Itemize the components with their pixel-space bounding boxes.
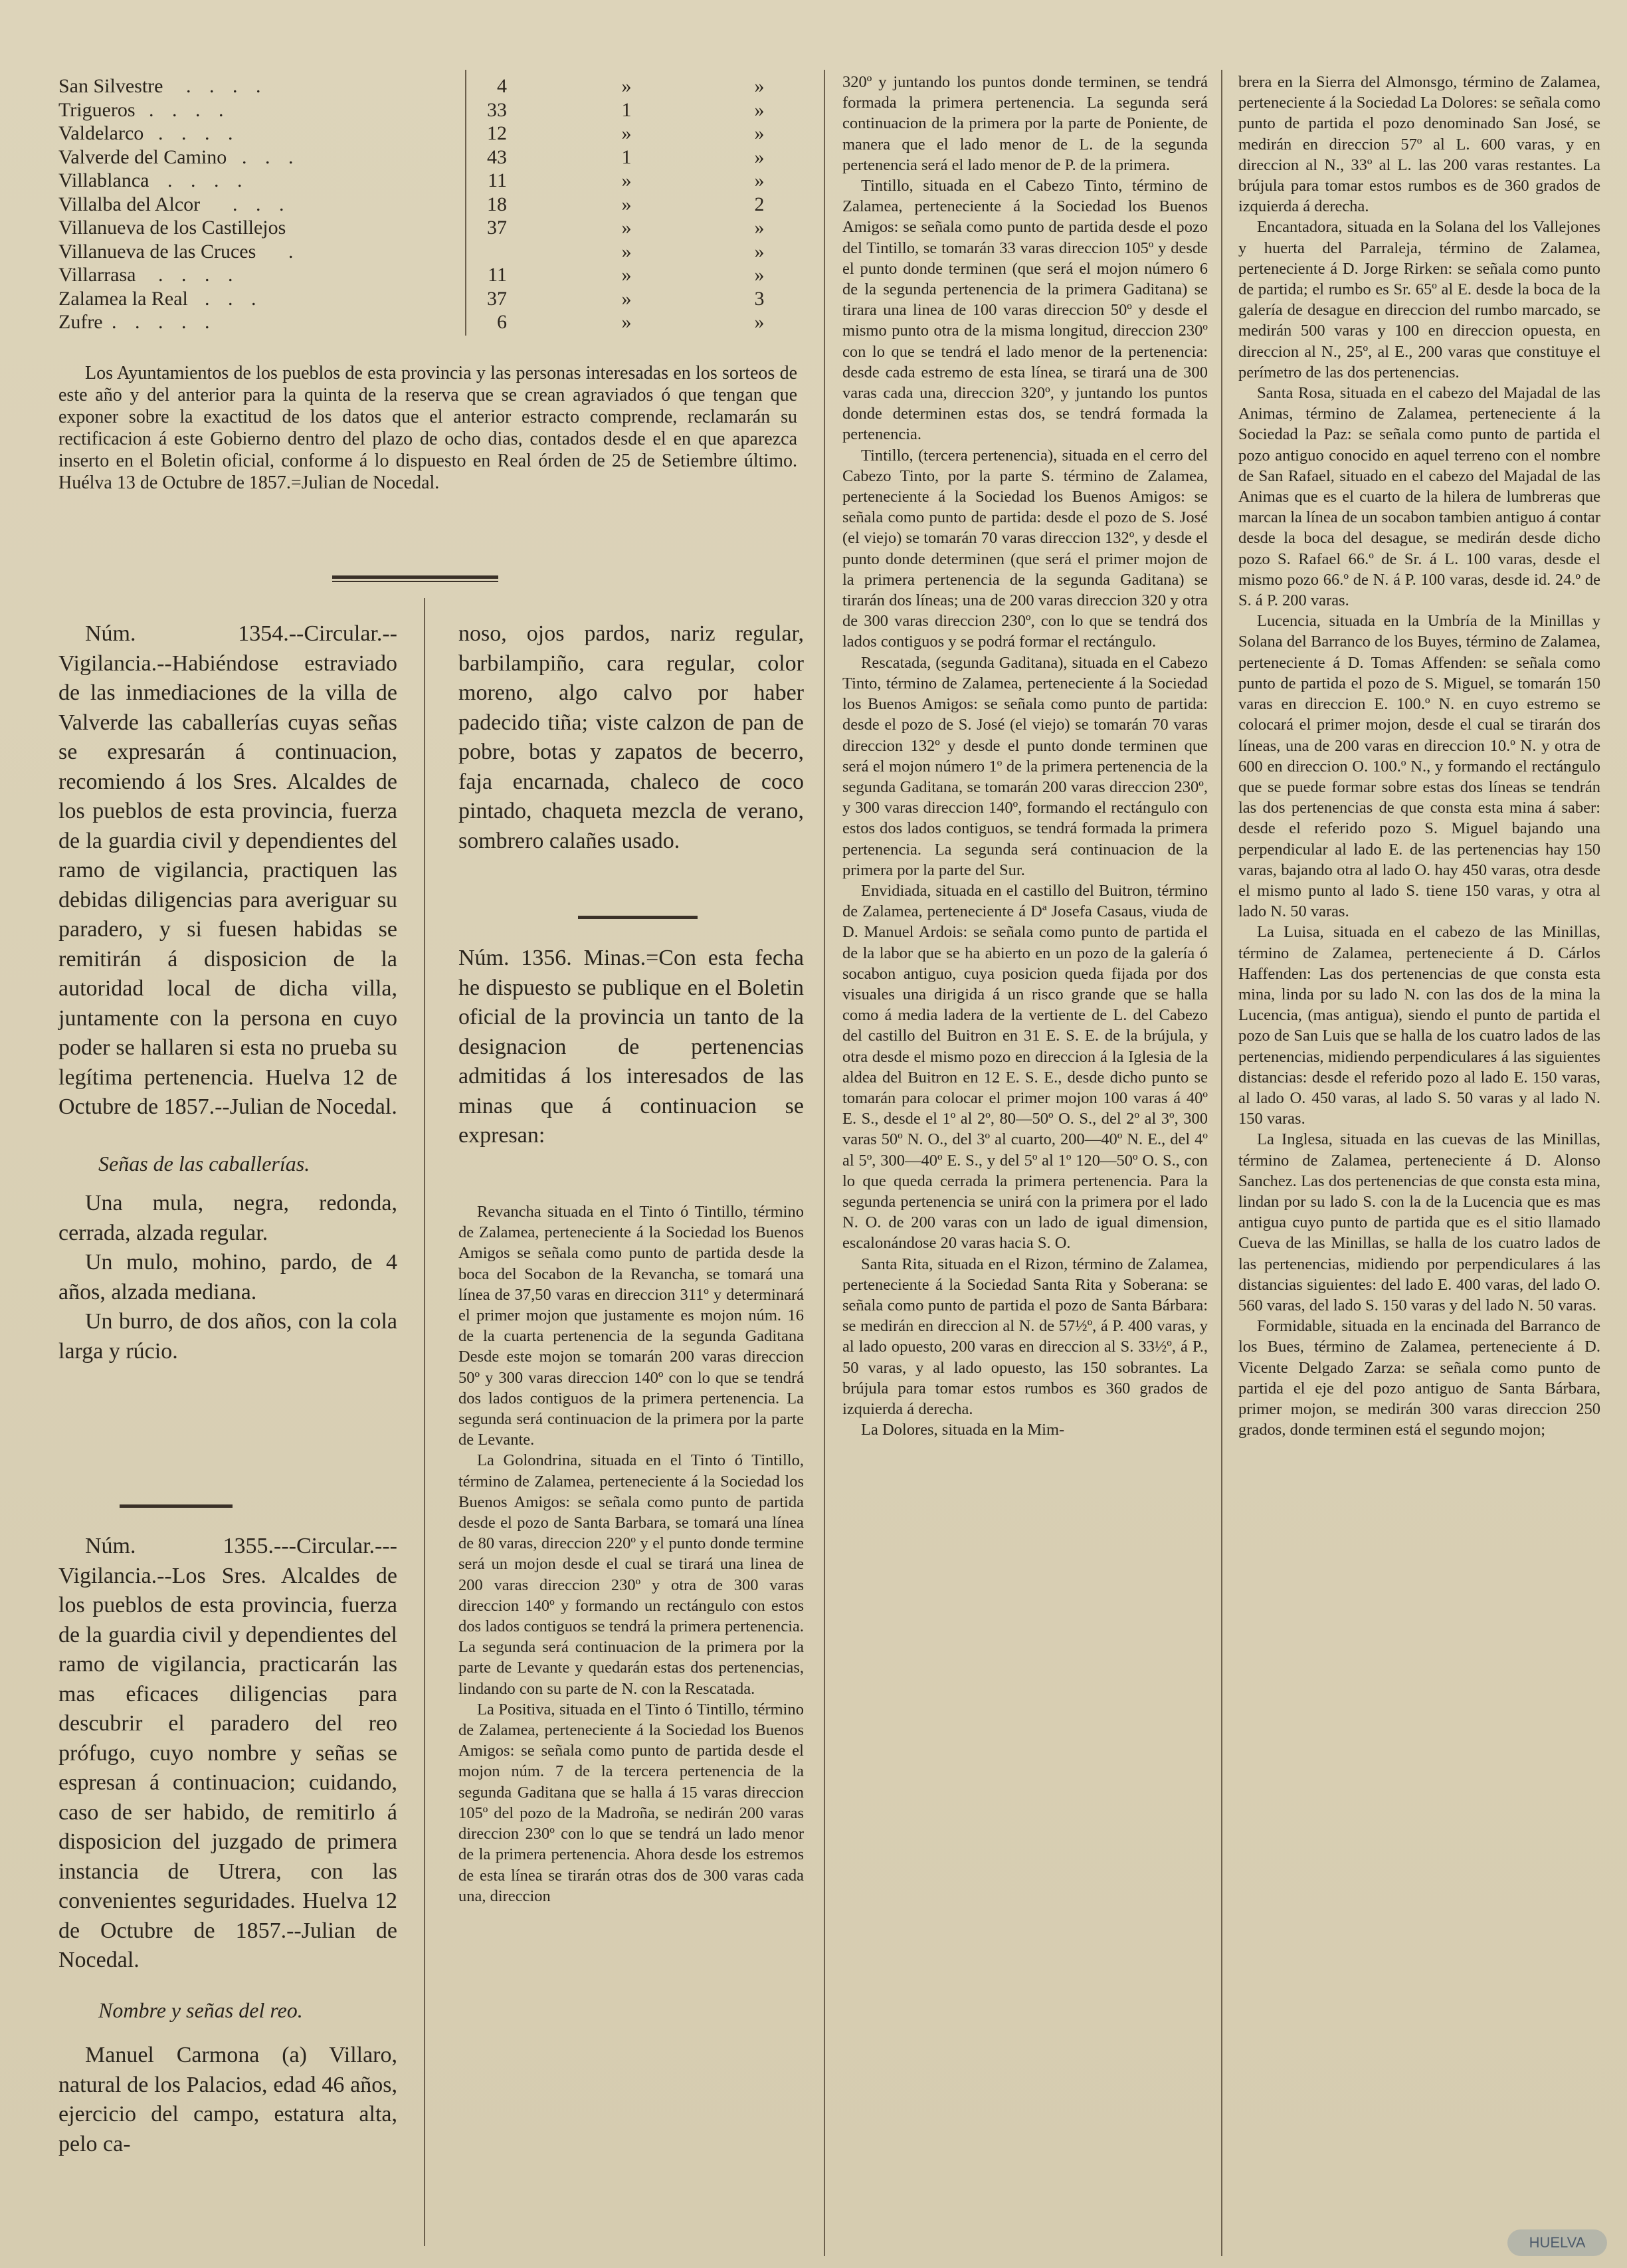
count-col-c: 2: [754, 193, 765, 215]
minas-col3: [842, 72, 1208, 1440]
minas-header: Núm. 1356. Minas.=Con esta fecha he dispuesto se publique en el Boletin oficial de la provincia un tanto de la designacion de pertenencias admitidas á los interesados de las minas que á continuacion se expresan:: [458, 946, 804, 1148]
column-divider: [424, 598, 425, 2246]
count-col-c: »: [754, 75, 765, 97]
count-col-c: »: [754, 122, 765, 144]
count-col-b: »: [621, 287, 632, 310]
count-col-c: »: [754, 98, 765, 121]
leader-dots: . . .: [233, 193, 291, 215]
table-row: [58, 216, 789, 240]
count-col-c: »: [754, 264, 765, 286]
leader-dots: . . . .: [167, 169, 249, 191]
town-name: Villanueva de las Cruces: [58, 240, 256, 262]
town-name: Villarrasa: [58, 264, 136, 286]
count-col-b: »: [621, 122, 632, 144]
mine-paragraph: Encantadora, situada en la Solana del los Vallejones y huerta del Parraleja, término de Zalamea, perteneciente á D. Jorge Rirken: se señala como punto de partida; el rumbo es Sr. 65º al E. desde la boca de la galería de desague en direccion del rumbo marcado, se medirán 500 varas y 100 en direccion opuesta, en direccion al N., 25º, al E., 200 varas que constituye el perímetro de las dos pertenencias.: [1238, 218, 1600, 381]
mine-paragraph: La Luisa, situada en el cabezo de las Minillas, término de Zalamea, perteneciente á D. Cárlos Haffenden: Las dos pertenencias de que consta esta mina, linda por su lado N. con las dos de la mina la Lucencia, (mas antigua), siendo el punto de partida el pozo de San Luis que se halla de los cuatro lados de las pertenencias, midiendo perpendiculares á las siguientes distancias: desde el referido pozo al lado E. 150 varas, al lado O. 450 varas, al lado S. 50 varas y al lado N. 150 varas.: [1238, 923, 1600, 1128]
mine-paragraph: Revancha situada en el Tinto ó Tintillo, término de Zalamea, perteneciente á la Sociedad los Buenos Amigos se señala como punto de partida desde la boca del Socabon de la Revancha, se tomará una línea de 37,50 varas en direccion 311º y determinará el primer mojon que justamente es mojon núm. 16 de la cuarta pertenencia de la segunda Gaditana Desde este mojon se tomarán 200 varas direccion 50º y 300 varas direccion 140º con lo que se tendrá dos lados contiguos de la primera pertenencia. La segunda será continuacion de la primera por la parte de Levante.: [458, 1203, 804, 1449]
column-divider: [1221, 70, 1222, 2256]
count-col-c: »: [754, 311, 765, 333]
count-total: 11: [488, 169, 507, 191]
minas-col2: [458, 1201, 804, 1907]
table-row: [58, 310, 789, 334]
mine-paragraph: Tintillo, situada en el Cabezo Tinto, término de Zalamea, perteneciente á la Sociedad los Buenos Amigos: se señala como punto de partida desde el pozo del Tintillo, se tomarán 33 varas direccion 105º y desde el punto donde terminen (que será el mojon número 6 de la segunda pertenencia de la primera Gaditana) se tirara una linea de 100 varas direccion 50º y desde el mismo punto otra de la misma longitud, direccion 230º con lo que se tendrá el lado menor de la pertenencia: desde cada estremo de esta línea, se tirará una de 300 varas cada una, direccion 320º, y juntando los puntos donde determinen estas dos, se tendrá formada la pertenencia.: [842, 177, 1208, 444]
count-col-b: »: [621, 193, 632, 215]
count-col-b: »: [621, 217, 632, 239]
count-col-b: »: [621, 311, 632, 333]
list-item: Un mulo, mohino, pardo, de 4 años, alzada mediana.: [58, 1250, 397, 1304]
column-divider: [824, 70, 825, 2256]
notice-paragraph: Los Ayuntamientos de los pueblos de esta provincia y las personas interesadas en los sorteos de este año y del anterior para la quinta de la reserva que se crean agraviados ó que tengan que exponer sobre la exactitud de los datos que el anterior estracto comprende, reclamarán su rectificacion á este Gobierno dentro del plazo de ocho dias, contados desde el en que aparezca inserto en el Boletin oficial, conforme á lo dispuesto en Real órden de 25 de Setiembre último. Huélva 13 de Octubre de 1857.=Julian de Nocedal.: [58, 363, 797, 493]
divider-rule: [332, 581, 498, 582]
town-name: San Silvestre: [58, 75, 163, 97]
town-name: Zufre: [58, 311, 103, 333]
mine-paragraph: La Golondrina, situada en el Tinto ó Tintillo, término de Zalamea, perteneciente á la Sociedad los Buenos Amigos: se señala como punto de partida desde el pozo de Santa Barbara, se tomará una línea de 80 varas, direccion 220º y el punto donde termine será un mojon desde el cual se tirará una linea de 200 varas direccion 230º y otra de 300 varas direccion 140º y formando un rectángulo con estos dos lados contiguos se tendrá la primera pertenencia. La segunda será continuacion de la primera por la parte de Levante y quedarán estas dos pertenencias, lindando con su parte de N. con la Rescatada.: [458, 1451, 804, 1698]
table-row: [58, 287, 789, 311]
mine-paragraph: Rescatada, (segunda Gaditana), situada en el Cabezo Tinto, término de Zalamea, perteneciente á la Sociedad los Buenos Amigos: se señala como punto de partida: desde el pozo de S. José (el viejo) se tomarán 70 varas direccion 132º y desde el punto donde terminen que será el mojon número 1º de la primera pertenencia de la segunda Gaditana, se tomarán 200 varas direccion 230º, y 300 varas direccion 140º, formando el rectángulo con estos dos lados contiguos, se tendrá formada la primera pertenencia. La segunda será continuacion de la primera por la parte del Sur.: [842, 653, 1208, 879]
count-total: 37: [487, 217, 507, 239]
count-col-c: »: [754, 240, 765, 262]
mine-paragraph: La Inglesa, situada en las cuevas de las Minillas, término de Zalamea, perteneciente á D. Alonso Sanchez. Las dos pertenencias de que consta esta mina, lindan por su lado S. con la de la Lucencia que es mas antigua cuyo punto de partida que es el sitio llamado Cueva de las Minillas, se halla de los cuatro lados de las pertenencias, midiendo por perpendiculares á las distancias siguientes: del lado E. 400 varas, del lado O. 560 varas, del lado S. 150 varas y del lado N. 50 varas.: [1238, 1130, 1600, 1314]
town-name: Trigueros: [58, 98, 136, 121]
leader-dots: . . . .: [158, 122, 240, 144]
reo-description: Manuel Carmona (a) Villaro, natural de los Palacios, edad 46 años, ejercicio del campo, estatura alta, pelo ca-: [58, 2043, 397, 2156]
table-divider: [465, 70, 466, 336]
minas-col4: [1238, 72, 1600, 1440]
watermark-logo: HUELVA: [1507, 2229, 1607, 2256]
table-row: [58, 240, 789, 264]
count-col-b: 1: [621, 146, 632, 168]
town-name: Villalba del Alcor: [58, 193, 201, 215]
count-col-c: »: [754, 169, 765, 191]
town-name: Valdelarco: [58, 122, 144, 144]
leader-dots: .: [288, 240, 300, 262]
circular-1355: [58, 1532, 397, 2159]
reo-continuation: noso, ojos pardos, nariz regular, barbilampiño, cara regular, color moreno, algo calvo por haber padecido tiña; viste calzon de pan de pobre, botas y zapatos de becerro, faja encarnada, chaleco de coco pintado, chaqueta mezcla de verano, sombrero calañes usado.: [458, 621, 804, 853]
circular-1354-text: Núm. 1354.--Circular.--Vigilancia.--Habiéndose estraviado de las inmediaciones de la villa de Valverde las caballerías cuyas señas se expresarán á continuacion, recomiendo á los Sres. Alcaldes de los pueblos de esta provincia, fuerza de la guardia civil y dependientes del ramo de vigilancia, practiquen las debidas diligencias para averiguar su paradero, y si fuesen habidas se remitirán á disposicion de la autoridad local de dicha villa, juntamente con la persona en cuyo poder se hallaren si esta no prueba su legítima pertenencia. Huelva 12 de Octubre de 1857.--Julian de Nocedal.: [58, 621, 397, 1119]
subhead-caballerias: Señas de las caballerías.: [98, 1151, 310, 1176]
list-item: Un burro, de dos años, con la cola larga y rúcio.: [58, 1309, 397, 1364]
count-col-c: 3: [754, 287, 765, 310]
count-total: 43: [487, 146, 507, 168]
table-row: [58, 263, 789, 287]
table-row: [58, 146, 789, 169]
count-col-b: »: [621, 240, 632, 262]
divider-rule: [578, 916, 698, 919]
mine-paragraph: La Dolores, situada en la Mim-: [861, 1421, 1065, 1439]
table-row: [58, 74, 789, 98]
town-name: Zalamea la Real: [58, 287, 188, 310]
mine-paragraph: Santa Rosa, situada en el cabezo del Majadal de las Animas, término de Zalamea, perteneciente á la Sociedad la Paz: se señala como punto de partida el pozo antiguo conocido en aquel terreno con el nombre de San Rafael, situado en el cabezo del Majadal de las Animas que es el cuarto de la hilera de lumbreras que marcan la línea de un socabon tambien antiguo á contar desde la boca del desague, se medirán desde dicho pozo S. Rafael 66.º de Sr. á L. 100 varas, desde el mismo pozo 66.º de N. á P. 100 varas, desde id. 24.º de S. á P. 200 varas.: [1238, 384, 1600, 610]
table-row: [58, 193, 789, 217]
divider-rule: [120, 1504, 233, 1508]
circular-1355-text: Núm. 1355.---Circular.---Vigilancia.--Los Sres. Alcaldes de los pueblos de esta provincia, fuerza de la guardia civil y dependientes del ramo de vigilancia, practicarán las mas eficaces diligencias para descubrir el paradero del reo prófugo, cuyo nombre y señas se espresan á continuacion; cuidando, caso de ser habido, de remitirlo á disposicion del juzgado de primera instancia de Utrera, con las convenientes seguridades. Huelva 12 de Octubre de 1857.--Julian de Nocedal.: [58, 1534, 397, 1972]
mine-paragraph: Envidiada, situada en el castillo del Buitron, término de Zalamea, perteneciente á Dª Josefa Casaus, viuda de D. Manuel Ardois: se señala como punto de partida el de la labor que se ha abierto en un pozo de la galería ó socabon antiguo, cuya posicion queda fijada por dos visuales una dirigida á un risco grande que se halla como á media ladera de la vertiente de L. del Cabezo del castillo del Buitron en 31 E. S. E. de la brújula, y otra desde el mismo pozo en direccion á la Iglesia de la aldea del Buitron en 12 E. S. E., desde dicho punto se tomarán para colocar el primer mojon 100 varas á 40º E. S., desde el 1º al 2º, 80—50º O. S., del 2º al 3º, 300 varas 50º N. O., del 3º al cuarto, 200—40º N. E., del 4º al 5º, 300—40º E. S., y del 5º al 1º 120—50º O. S., con lo que queda cerrada la primera pertenencia. Para la segunda pertenencia se unirá con la primera por el lado N. O. de 200 varas con un lado de igual dimension, escalonándose 20 varas hacia S. O.: [842, 881, 1208, 1253]
count-total: 4: [497, 75, 507, 97]
count-col-c: »: [754, 146, 765, 168]
count-col-b: 1: [621, 98, 632, 121]
leader-dots: . . .: [205, 287, 263, 310]
mine-paragraph: 320º y juntando los puntos donde terminen, se tendrá formada la primera pertenencia. La segunda será continuacion de la primera por la parte de Poniente, de manera que el lado menor de L. de la segunda pertenencia será el lado menor de P. de la primera.: [842, 73, 1208, 174]
count-col-b: »: [621, 169, 632, 191]
count-col-b: »: [621, 75, 632, 97]
leader-dots: . . . .: [149, 98, 231, 121]
town-name: Valverde del Camino: [58, 146, 227, 168]
subhead-reo: Nombre y señas del reo.: [98, 1998, 303, 2022]
mine-paragraph: Tintillo, (tercera pertenencia), situada en el cerro del Cabezo Tinto, por la parte S. término de Zalamea, perteneciente á la Sociedad los Buenos Amigos: se señala como punto de partida: desde el pozo de S. José (el viejo) se tomarán 70 varas direccion 132º, y desde el punto donde determinen (que será el primer mojon de la primera pertenencia de la segunda Gaditana) se tirarán dos líneas; una de 200 varas direccion 320 y otra de 300 varas direccion 230º, con lo que se tendrá dos lados contiguos y se podrá formar el rectángulo.: [842, 446, 1208, 651]
town-name: Villanueva de los Castillejos: [58, 217, 286, 239]
circular-1354: [58, 619, 397, 1366]
count-total: 18: [487, 193, 507, 215]
count-col-b: »: [621, 264, 632, 286]
leader-dots: . . . . .: [112, 311, 217, 333]
leader-dots: . . .: [242, 146, 300, 168]
caballerias-list: [58, 1189, 397, 1366]
count-total: 11: [488, 264, 507, 286]
mine-paragraph: La Positiva, situada en el Tinto ó Tintillo, término de Zalamea, perteneciente á la Sociedad los Buenos Amigos: se señala como punto de partida desde el mojon núm. 7 de la tercera pertenencia de la segunda Gaditana que se halla á 15 varas direccion 105º del pozo de la Madroña, se nedirán 200 varas direccion 230º con lo que se tendrá un lado menor de la primera pertenencia. Ahora desde los estremos de esta línea se tirarán otras dos de 300 varas cada una, direccion: [458, 1700, 804, 1905]
list-item: Una mula, negra, redonda, cerrada, alzada regular.: [58, 1191, 397, 1245]
table-row: [58, 169, 789, 193]
town-name: Villablanca: [58, 169, 149, 191]
divider-rule: [332, 575, 498, 579]
quota-table: [58, 74, 789, 334]
count-col-c: »: [754, 217, 765, 239]
leader-dots: . . . .: [186, 75, 268, 97]
leader-dots: . . . .: [158, 264, 240, 286]
count-total: 33: [487, 98, 507, 121]
count-total: 12: [487, 122, 507, 144]
table-row: [58, 98, 789, 122]
mine-paragraph: Santa Rita, situada en el Rizon, término de Zalamea, perteneciente á la Sociedad Santa Rita y Soberana: se señala como punto de partida el pozo de Santa Bárbara: se medirán en direccion al N. de 57½º, á P. 400 varas, y al lado opuesto, 200 varas en direccion al S. 33½º, á P., 50 varas, y al lado opuesto, las 150 sobrantes. La brújula para tomar estos rumbos es 360 grados de izquierda á derecha.: [842, 1255, 1208, 1418]
count-total: 6: [497, 311, 507, 333]
mine-paragraph: Lucencia, situada en la Umbría de la Minillas y Solana del Barranco de los Buyes, término de Zalamea, perteneciente á D. Tomas Affenden: se señala como punto de partida el pozo de S. Miguel, se tomarán 150 varas en direccion E. 100.º N. en cuyo estremo se colocará el primer mojon, desde el cual se tirarán dos líneas, una de 200 varas en direccion 10.º N. y otra de 600 en direccion O. 100.º N., y formando el rectángulo que se puede formar sobre estas dos líneas se tendrán las dos pertenencias de que consta esta mina á saber: desde el referido pozo S. Miguel bajando una perpendicular al lado E. de las pertenencias hay 150 varas, bajando otra al lado O. hay 450 varas, otra desde el mismo punto al lado S. tiene 150 varas, y otra al lado N. 50 varas.: [1238, 612, 1600, 921]
count-total: 37: [487, 287, 507, 310]
mine-paragraph: brera en la Sierra del Almonsgo, término de Zalamea, perteneciente á la Sociedad La Dolores: se señala como punto de partida el pozo denominado San José, se medirán en direccion 57º al L. 600 varas, y en direccion al N., 33º al L. las 200 varas restantes. La brújula para tomar estos rumbos es de 360 grados de izquierda á derecha.: [1238, 73, 1600, 216]
mine-paragraph: Formidable, situada en la encinada del Barranco de los Bues, término de Zalamea, perteneciente á D. Vicente Delgado Zarza: se señala como punto de partida el eje del pozo antiguo de Santa Bárbara, primer mojon, se medirán 300 varas direccion 250 grados, donde terminen está el segundo mojon;: [1238, 1317, 1600, 1439]
table-row: [58, 122, 789, 146]
